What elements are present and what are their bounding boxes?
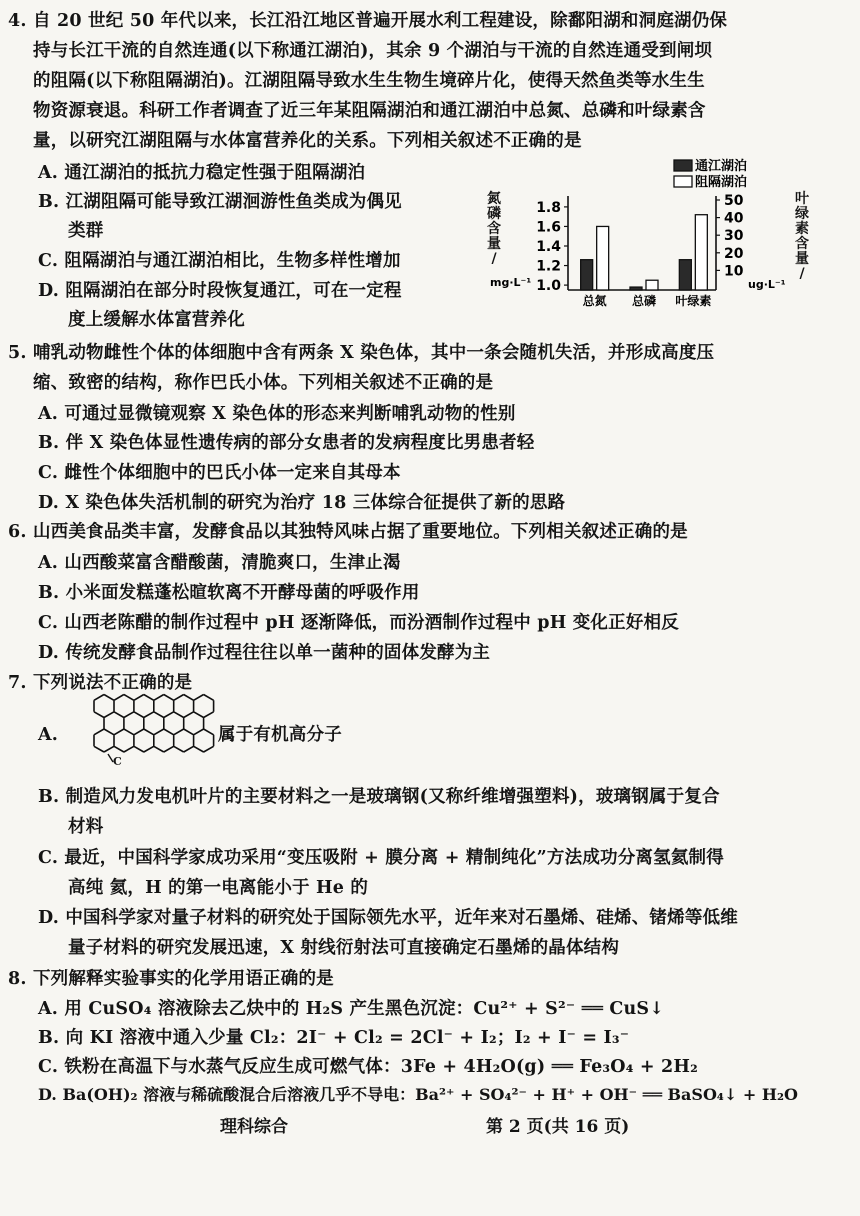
axis-label-char: 叶: [795, 191, 809, 207]
q7-option-a-text: 属于有机高分子: [218, 725, 342, 745]
legend-label: 通江湖泊: [695, 159, 748, 174]
q8-option-c: C. 铁粉在高温下与水蒸气反应生成可燃气体：3Fe + 4H₂O(g) ══ Fe₃O₄ + 2H₂: [38, 1057, 699, 1077]
axis-label-char: 量: [487, 236, 501, 252]
right-tick-label: 10: [724, 263, 744, 280]
bar-tongjiang: [679, 260, 691, 290]
q5-stem-line: 5. 哺乳动物雌性个体的体细胞中含有两条 X 染色体，其中一条会随机失活，并形成高度压: [8, 343, 715, 363]
carbon-atom-label: C: [113, 755, 122, 768]
footer-subject: 理科综合: [220, 1117, 288, 1137]
q7-option-d: D. 中国科学家对量子材料的研究处于国际领先水平，近年来对石墨烯、硅烯、锗烯等低维: [38, 908, 738, 928]
q4-stem-line: 持与长江干流的自然连通(以下称通江湖泊)，其余 9 个湖泊与干流的自然连通受到闸坝: [33, 41, 713, 61]
left-tick-label: 1.6: [536, 219, 561, 236]
q5-option-c: C. 雌性个体细胞中的巴氏小体一定来自其母本: [38, 463, 401, 483]
axis-label-char: /: [491, 251, 497, 267]
q4-option-d: D. 阻隔湖泊在部分时段恢复通江，可在一定程: [38, 281, 402, 301]
bar-zuge: [646, 280, 658, 290]
q6-stem-line: 6. 山西美食品类丰富，发酵食品以其独特风味占据了重要地位。下列相关叙述正确的是: [8, 522, 688, 542]
bar-zuge: [695, 215, 707, 290]
left-tick-label: 1.8: [536, 199, 561, 216]
bar-tongjiang: [630, 287, 642, 290]
chart-svg: [486, 152, 826, 317]
q6-option-b: B. 小米面发糕蓬松暄软离不开酵母菌的呼吸作用: [38, 583, 420, 603]
axis-label-char: 含: [487, 221, 501, 237]
right-tick-label: 50: [724, 193, 744, 209]
legend-swatch: [674, 160, 692, 171]
nutrient-bar-chart: [486, 152, 826, 317]
q7-option-b: B. 制造风力发电机叶片的主要材料之一是玻璃钢(又称纤维增强塑料)，玻璃钢属于复合: [38, 787, 720, 807]
q4-option-c: C. 阻隔湖泊与通江湖泊相比，生物多样性增加: [38, 251, 401, 271]
q5-option-b: B. 伴 X 染色体显性遗传病的部分女患者的发病程度比男患者轻: [38, 433, 535, 453]
q8-option-b: B. 向 KI 溶液中通入少量 Cl₂：2I⁻ + Cl₂ = 2Cl⁻ + I₂；I₂ + I⁻ = I₃⁻: [38, 1028, 630, 1048]
left-unit: mg·L⁻¹: [490, 276, 532, 289]
legend-swatch: [674, 176, 692, 187]
category-label: 总磷: [631, 294, 657, 308]
q7-option-d-cont: 量子材料的研究发展迅速，X 射线衍射法可直接确定石墨烯的晶体结构: [68, 938, 620, 958]
q6-option-d: D. 传统发酵食品制作过程往往以单一菌种的固体发酵为主: [38, 643, 491, 663]
axis-label-char: 素: [795, 221, 809, 237]
q4-option-b: B. 江湖阻隔可能导致江湖洄游性鱼类成为偶见: [38, 192, 402, 212]
q6-option-c: C. 山西老陈醋的制作过程中 pH 逐渐降低，而汾酒制作过程中 pH 变化正好相反: [38, 613, 679, 633]
bar-tongjiang: [581, 260, 593, 290]
graphene-lattice: [92, 692, 216, 778]
legend-label: 阻隔湖泊: [695, 175, 748, 190]
q4-stem-line: 物资源衰退。科研工作者调查了近三年某阻隔湖泊和通江湖泊中总氮、总磷和叶绿素含: [33, 101, 706, 121]
axis-label-char: /: [799, 266, 805, 282]
q4-option-d-cont: 度上缓解水体富营养化: [68, 310, 245, 330]
left-tick-label: 1.0: [536, 278, 561, 295]
bar-zuge: [597, 226, 609, 290]
q7-option-a-prefix: A.: [38, 725, 59, 745]
q7-option-c: C. 最近，中国科学家成功采用“变压吸附 + 膜分离 + 精制纯化”方法成功分离氢氦制得: [38, 848, 724, 868]
axis-label-char: 氮: [487, 191, 501, 207]
hexagon-lattice-path: [94, 695, 214, 753]
footer-page-number: 第 2 页(共 16 页): [486, 1117, 630, 1137]
graphene-structure-diagram: [92, 692, 216, 782]
q8-option-a: A. 用 CuSO₄ 溶液除去乙炔中的 H₂S 产生黑色沉淀：Cu²⁺ + S²⁻ ══ CuS↓: [38, 999, 665, 1019]
q4-option-b-cont: 类群: [68, 221, 104, 241]
axis-label-char: 量: [795, 251, 809, 267]
right-tick-label: 20: [724, 245, 744, 262]
q5-option-a: A. 可通过显微镜观察 X 染色体的形态来判断哺乳动物的性别: [38, 404, 516, 424]
q5-option-d: D. X 染色体失活机制的研究为治疗 18 三体综合征提供了新的思路: [38, 493, 566, 513]
right-axis-label: [794, 192, 810, 282]
right-tick-label: 30: [724, 228, 744, 245]
q8-option-d: D. Ba(OH)₂ 溶液与稀硫酸混合后溶液几乎不导电：Ba²⁺ + SO₄²⁻ + H⁺ + OH⁻ ══ BaSO₄↓ + H₂O: [38, 1085, 798, 1104]
q5-stem-line: 缩、致密的结构，称作巴氏小体。下列相关叙述不正确的是: [33, 373, 494, 393]
axis-label-char: 磷: [487, 206, 501, 222]
q7-option-c-cont: 高纯 氦，H 的第一电离能小于 He 的: [68, 878, 369, 898]
axis-label-char: 绿: [795, 206, 809, 222]
q6-option-a: A. 山西酸菜富含醋酸菌，清脆爽口，生津止渴: [38, 553, 401, 573]
category-label: 总氮: [582, 294, 607, 308]
left-tick-label: 1.4: [536, 239, 561, 255]
axis-label-char: 含: [795, 236, 809, 252]
q4-stem-line: 4. 自 20 世纪 50 年代以来，长江沿江地区普遍开展水利工程建设，除鄱阳湖和洞庭湖仍保: [8, 11, 728, 31]
q4-stem-line: 量，以研究江湖阻隔与水体富营养化的关系。下列相关叙述不正确的是: [33, 131, 582, 151]
q7-stem: 7. 下列说法不正确的是: [8, 673, 193, 693]
q4-option-a: A. 通江湖泊的抵抗力稳定性强于阻隔湖泊: [38, 163, 366, 183]
q7-option-b-cont: 材料: [68, 817, 104, 837]
left-axis-label: [486, 192, 502, 267]
right-tick-label: 40: [724, 210, 744, 227]
left-tick-label: 1.2: [536, 258, 561, 275]
q8-stem: 8. 下列解释实验事实的化学用语正确的是: [8, 969, 334, 989]
category-label: 叶绿素: [675, 294, 712, 308]
q4-stem-line: 的阻隔(以下称阻隔湖泊)。江湖阻隔导致水生生物生境碎片化，使得天然鱼类等水生生: [33, 71, 705, 91]
right-unit: ug·L⁻¹: [748, 278, 786, 291]
